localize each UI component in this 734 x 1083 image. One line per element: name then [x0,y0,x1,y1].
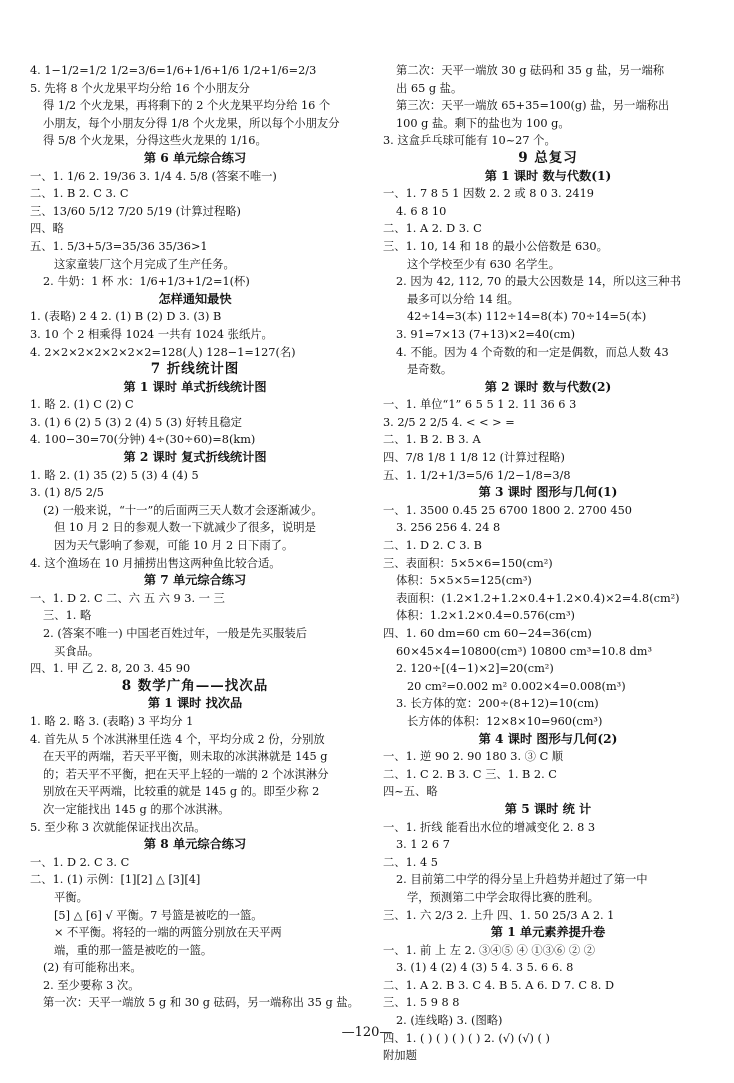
answer-line: 5. 先将 8 个火龙果平均分给 16 个小朋友分 [30,81,250,95]
answer-line: 4. 100−30=70(分钟) 4÷(30÷60)=8(km) [30,433,256,447]
answer-line: 4. 6 8 10 [396,204,447,218]
section-heading: 7 折线统计图 [150,361,240,378]
answer-line: 二、1. C 2. B 3. C 三、1. B 2. C [383,767,557,781]
answer-line: 4. 不能。因为 4 个奇数的和一定是偶数，而总人数 43 [396,345,669,359]
answer-line: 4. 首先从 5 个冰淇淋里任选 4 个，平均分成 2 份，分别放 [30,732,325,746]
section-heading: 怎样通知最快 [158,291,232,306]
answer-line: 1. 略 2. 略 3. (表略) 3 平均分 1 [30,714,194,728]
answer-line: 三、1. 六 2/3 2. 上升 四、1. 50 25/3 A 2. 1 [383,908,615,922]
section-heading: 第 7 单元综合练习 [143,573,247,588]
answer-line: 的；若天平不平衡，把在天平上轻的一端的 2 个冰淇淋分 [43,767,329,781]
answer-line: 三、1. 略 [43,609,92,623]
answer-line: 三、1. 10, 14 和 18 的最小公倍数是 630。 [383,239,608,253]
answer-line: 四、略 [30,222,64,236]
answer-line: 第一次：天平一端放 5 g 和 30 g 砝码，另一端称出 35 g 盐。 [43,996,359,1010]
answer-line: (2) 一般来说，“十一”的后面两三天人数才会逐渐减少。 [43,503,323,517]
answer-line: 三、表面积：5×5×6=150(cm²) [383,556,553,570]
answer-line: 二、1. A 2. B 3. C 4. B 5. A 6. D 7. C 8. D [383,978,615,992]
section-heading: 第 2 课时 复式折线统计图 [123,450,267,465]
answer-line: 3. 91=7×13 (7+13)×2=40(cm) [396,327,576,341]
answer-line: 60×45×4=10800(cm³) 10800 cm³=10.8 dm³ [396,644,653,658]
answer-line: 20 cm²=0.002 m² 0.002×4=0.008(m³) [407,679,626,693]
answer-line: 一、1. D 2. C 二、六 五 六 9 3. 一 三 [30,591,225,605]
answer-line: 2. 因为 42, 112, 70 的最大公因数是 14，所以这三种书 [396,275,681,289]
answer-line: 2. (连线略) 3. (图略) [396,1014,503,1028]
answer-line: 四、1. ( ) ( ) ( ) ( ) 2. (√) (√) ( ) [383,1031,550,1045]
page-number: —120— [341,1025,393,1040]
answer-line: 是奇数。 [407,363,453,377]
answer-line: 二、1. A 2. D 3. C [383,222,482,236]
section-heading: 第 6 单元综合练习 [143,150,247,165]
answer-line: 四~五、略 [383,785,438,799]
section-heading: 第 1 课时 找次品 [147,696,243,711]
answer-line: 二、1. D 2. C 3. B [383,539,482,553]
answer-line: 四、1. 甲 乙 2. 8, 20 3. 45 90 [30,662,191,676]
answer-line: 平衡。 [54,890,88,904]
answer-line: 二、1. 4 5 [383,855,438,869]
answer-line: 二、1. B 2. B 3. A [383,433,481,447]
answer-line: 1. (表略) 2 4 2. (1) B (2) D 3. (3) B [30,310,222,324]
answer-line: 这家童装厂这个月完成了生产任务。 [54,257,235,271]
answer-line: 2. 牛奶：1 杯 水：1/6+1/3+1/2=1(杯) [43,275,250,289]
answer-line: 3. 长方体的宽：200÷(8+12)=10(cm) [396,697,599,711]
answer-line: 次一定能找出 145 g 的那个冰淇淋。 [43,802,230,816]
section-heading: 第 1 单元素养提升卷 [490,925,606,940]
answer-line: 得 5/8 个火龙果，分得这些火龙果的 1/16。 [43,134,267,148]
section-heading: 第 1 课时 数与代数(1) [484,168,612,183]
answer-line: 别放在天平两端，比较重的就是 145 g 的。即至少称 2 [43,785,320,799]
answer-line: 二、1. B 2. C 3. C [30,187,129,201]
answer-line: 得 1/2 个火龙果，再将剩下的 2 个火龙果平均分给 16 个 [43,99,331,113]
answer-line: 体积：5×5×5=125(cm³) [396,574,532,588]
section-heading: 第 4 课时 图形与几何(2) [478,731,618,746]
answer-line: × 不平衡。将轻的一端的两篮分别放在天平两 [54,926,282,940]
answer-line: 一、1. 折线 能看出水位的增减变化 2. 8 3 [383,820,596,834]
answer-line: 4. 1−1/2=1/2 1/2=3/6=1/6+1/6+1/6 1/2+1/6=2/3 [30,64,317,77]
answer-line: 端，重的那一篮是被吃的一篮。 [54,943,213,957]
section-heading: 第 1 课时 单式折线统计图 [123,379,267,394]
answer-line: 100 g 盐。剩下的盐也为 100 g。 [396,116,570,130]
answer-line: 一、1. 单位“1” 6 5 5 1 2. 11 36 6 3 [383,398,577,412]
answer-line: 42÷14=3(本) 112÷14=8(本) 70÷14=5(本) [407,310,647,324]
answer-line: 附加题 [383,1049,417,1063]
answer-line: 3. 256 256 4. 24 8 [396,521,501,535]
section-heading: 第 5 课时 统 计 [504,801,592,816]
answer-line: 一、1. 前 上 左 2. ③④⑤ ④ ①③⑥ ② ② [383,943,596,957]
answer-line: 2. (答案不唯一) 中国老百姓过年，一般是先买服装后 [43,627,308,640]
answer-line: 第三次：天平一端放 65+35=100(g) 盐，另一端称出 [396,99,670,113]
answer-line: 3. (1) 4 (2) 4 (3) 5 4. 3 5. 6 6. 8 [396,961,574,975]
answer-line: 这个学校至少有 630 名学生。 [407,257,561,271]
answer-line: 一、1. 1/6 2. 19/36 3. 1/4 4. 5/8 (答案不唯一) [30,169,277,183]
answer-line: 4. 2×2×2×2×2×2×2=128(人) 128−1=127(名) [30,345,296,359]
answer-line: 长方体的体积：12×8×10=960(cm³) [407,714,603,728]
answer-line: 三、1. 5 9 8 8 [383,996,460,1010]
left-column [30,62,360,1012]
answer-line: 2. 至少要称 3 次。 [43,978,140,992]
answer-line: 小朋友，每个小朋友分得 1/8 个火龙果，所以每个小朋友分 [43,116,340,130]
answer-line: 2. 目前第二中学的得分呈上升趋势并超过了第一中 [396,873,648,887]
answer-line: 三、13/60 5/12 7/20 5/19 (计算过程略) [30,204,241,218]
answer-line: 2. 120÷[(4−1)×2]=20(cm²) [396,662,554,676]
answer-line: 在天平的两端，若天平平衡，则未取的冰淇淋就是 145 g [43,750,328,764]
section-heading: 9 总复习 [518,149,578,166]
answer-line: 一、1. 逆 90 2. 90 180 3. ③ C 顺 [383,750,564,764]
answer-line: 四、1. 60 dm=60 cm 60−24=36(cm) [383,627,592,640]
answer-line: 体积：1.2×1.2×0.4=0.576(cm³) [396,609,575,623]
answer-line: 3. 2/5 2 2/5 4. < < > = [383,415,515,429]
answer-line: 3. (1) 8/5 2/5 [30,486,104,500]
answer-line: 最多可以分给 14 组。 [407,292,519,306]
answer-line: (2) 有可能称出来。 [43,961,142,975]
answer-line: 第二次：天平一端放 30 g 砝码和 35 g 盐，另一端称 [396,64,665,77]
answer-line: 五、1. 1/2+1/3=5/6 1/2−1/8=3/8 [383,468,571,482]
answer-line: 5. 至少称 3 次就能保证找出次品。 [30,820,206,834]
answer-line: 4. 这个渔场在 10 月捕捞出售这两种鱼比较合适。 [30,556,281,570]
section-heading: 8 数学广角——找次品 [121,677,269,694]
answer-line: 1. 略 2. (1) C (2) C [30,398,134,412]
answer-line: 1. 略 2. (1) 35 (2) 5 (3) 4 (4) 5 [30,468,199,482]
answer-line: 3. 10 个 2 相乘得 1024 一共有 1024 张纸片。 [30,327,273,341]
answer-line: 五、1. 5/3+5/3=35/36 35/36>1 [30,239,208,253]
answer-line: 一、1. 7 8 5 1 因数 2. 2 或 8 0 3. 2419 [383,187,594,201]
answer-line: 3. (1) 6 (2) 5 (3) 2 (4) 5 (3) 好转且稳定 [30,415,242,429]
answer-line: 四、7/8 1/8 1 1/8 12 (计算过程略) [383,451,565,465]
answer-line: 买食品。 [54,644,100,658]
answer-line: 一、1. D 2. C 3. C [30,855,130,869]
section-heading: 第 8 单元综合练习 [143,837,247,852]
answer-line: 学，预测第二中学会取得比赛的胜利。 [407,890,600,904]
answer-line: 一、1. 3500 0.45 25 6700 1800 2. 2700 450 [383,503,632,517]
answer-line: 3. 1 2 6 7 [396,838,450,852]
answer-line: 表面积：(1.2×1.2+1.2×0.4+1.2×0.4)×2=4.8(cm²) [396,591,680,605]
section-heading: 第 3 课时 图形与几何(1) [478,485,618,500]
answer-line: [5] △ [6] √ 平衡。7 号篮是被吃的一篮。 [54,908,263,922]
answer-line: 因为天气影响了参观，可能 10 月 2 日下雨了。 [54,539,294,553]
answer-line: 二、1. (1) 示例：[1][2] △ [3][4] [30,873,201,887]
section-heading: 第 2 课时 数与代数(2) [484,379,612,394]
answer-line: 出 65 g 盐。 [396,81,463,95]
answer-line: 3. 这盒乒乓球可能有 10~27 个。 [383,134,556,148]
answer-line: 但 10 月 2 日的参观人数一下就减少了很多，说明是 [54,521,316,535]
right-column [383,62,713,1065]
